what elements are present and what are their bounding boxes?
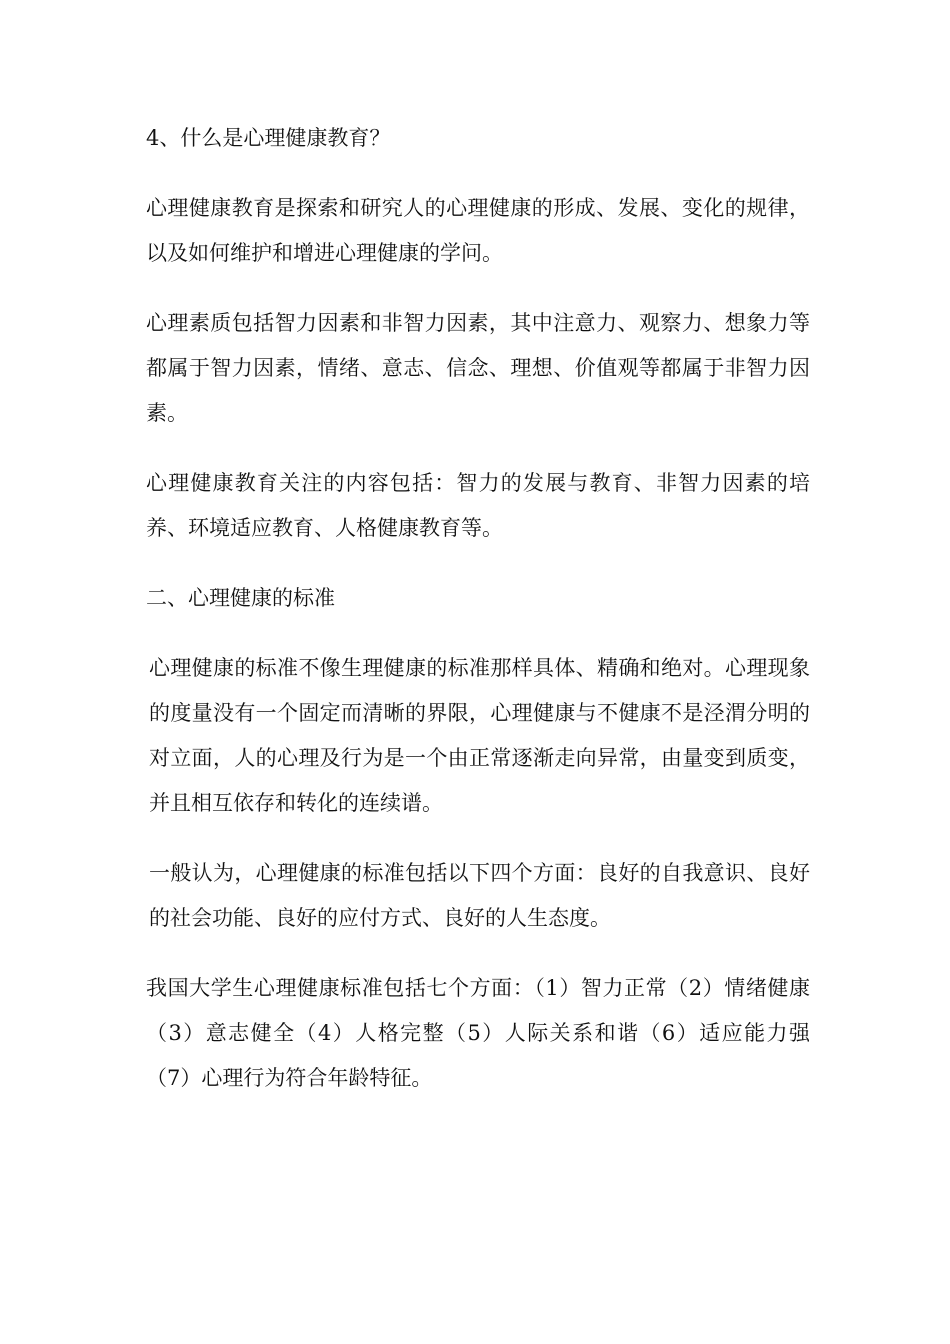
paragraph-seven-aspects: 我国大学生心理健康标准包括七个方面：（1）智力正常（2）情绪健康 （3）意志健全（4）人格完整（5）人际关系和谐（6）适应能力强（7）心理行为符合年龄特征。 — [146, 976, 810, 1090]
question-heading-4: 4、什么是心理健康教育？ — [146, 126, 391, 150]
paragraph-education-content: 心理健康教育关注的内容包括：智力的发展与教育、非智力因素的培养、环境适应教育、人格健康教育等。 — [146, 471, 810, 540]
paragraph-four-aspects: 一般认为，心理健康的标准包括以下四个方面：良好的自我意识、良好的社会功能、良好的应付方式、良好的人生态度。 — [149, 861, 810, 930]
paragraph-definition: 心理健康教育是探索和研究人的心理健康的形成、发展、变化的规律，以及如何维护和增进心理健康的学问。 — [146, 196, 810, 265]
paragraph-psychological-qualities: 心理素质包括智力因素和非智力因素，其中注意力、观察力、想象力等都属于智力因素，情绪、意志、信念、理想、价值观等都属于非智力因素。 — [146, 311, 810, 425]
paragraph-standards-intro: 心理健康的标准不像生理健康的标准那样具体、精确和绝对。心理现象的度量没有一个固定而清晰的界限，心理健康与不健康不是泾渭分明的对立面，人的心理及行为是一个由正常逐渐走向异常，由量变到质变，并且相互依存和转化的连续谱。 — [149, 656, 810, 815]
section-heading-standards: 二、心理健康的标准 — [146, 586, 335, 610]
document-body — [146, 116, 810, 1126]
